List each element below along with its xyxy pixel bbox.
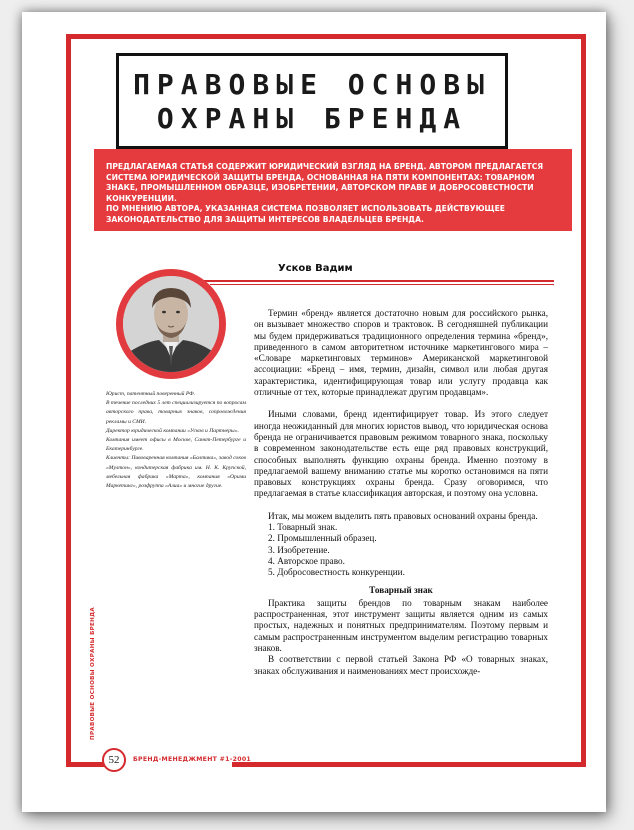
title-line-1: ПРАВОВЫЕ ОСНОВЫ: [133, 68, 491, 101]
footer-issue: БРЕНД-МЕНЕДЖМЕНТ #1-2001: [133, 756, 252, 763]
author-rule: [210, 284, 554, 285]
page-number: 52: [102, 748, 126, 772]
magazine-page: [22, 12, 606, 812]
list-item: 5. Добросовестность конкуренции.: [268, 567, 405, 578]
article-body: [254, 308, 548, 677]
list-item: 1. Товарный знак.: [268, 522, 338, 533]
article-title: [119, 68, 505, 136]
body-paragraph: Итак, мы можем выделить пять правовых оснований охраны бренда.: [268, 510, 538, 521]
red-frame-bottom: [66, 762, 104, 767]
author-name: Усков Вадим: [278, 263, 353, 274]
bio-paragraph: В течение последних 5 лет специализируется по вопросам авторского права, товарных знаков, сопровождения рекламы и СМИ.: [106, 400, 246, 425]
bio-paragraph: Юрист, патентный поверенный РФ.: [106, 391, 195, 397]
bio-paragraph: Директор юридической компании «Усков и Партнеры».: [106, 427, 239, 434]
basis-list: [254, 522, 548, 578]
bio-paragraph: Клиенты: Пивоваренная компания «Балтика», завод соков «Мултон», кондитерская фабрика им. Н. К. Крупской, мебельная фабрика «Марта», компания «Орими Маркетинг», розфруппа «Алиа» и многие другие.: [106, 455, 246, 490]
red-frame-bottom: [232, 762, 581, 767]
body-paragraph: Термин «бренд» является достаточно новым для российского рынка, он вызывает множество споров и трактовок. В сегодняшней публикации мы будем придерживаться традиционного определения термина «бренд», приведенного в самом авторитетном источнике маркетингового мира – «Словаре маркетинговых терминов» Американской маркетинговой ассоциации: «Бренд – имя, термин, дизайн, символ или любая другая характеристика, идентифицирующая товар или услугу продавца как отличные от тех, которые принадлежат другим продавцам».: [254, 308, 548, 398]
lead-paragraph: ПО МНЕНИЮ АВТОРА, УКАЗАННАЯ СИСТЕМА ПОЗВОЛЯЕТ ИСПОЛЬЗОВАТЬ ДЕЙСТВУЮЩЕЕ ЗАКОНОДАТЕЛЬСТВО ДЛЯ ЗАЩИТЫ ИНТЕРЕСОВ ВЛАДЕЛЬЦЕВ БРЕНДА.: [106, 204, 505, 224]
body-paragraph: В соответствии с первой статьей Закона РФ «О товарных знаках, знаках обслуживания и наименованиях мест происхожде-: [254, 654, 548, 676]
author-bio: [106, 390, 246, 491]
list-item: 2. Промышленный образец.: [268, 533, 377, 544]
title-box: [116, 53, 508, 149]
lead-box: [94, 149, 572, 231]
title-line-2: ОХРАНЫ БРЕНДА: [156, 102, 468, 135]
list-item: 4. Авторское право.: [268, 555, 345, 566]
body-paragraph: Практика защиты брендов по товарным знакам наиболее распространенная, этот инструмент защиты является одним из самых простых, надежных и понятных предпринимателям. Поэтому первым и самым распространенным инструментом выделим регистрацию товарных знаков.: [254, 597, 548, 654]
author-rule: [192, 280, 554, 282]
body-paragraph: Иными словами, бренд идентифицирует товар. Из этого следует иногда неожиданный для многих юристов вывод, что юридическая основа бренда не ограничивается правовым режимом товарного знака, поскольку в современном законодательстве есть еще ряд правовых конструкций, способных выполнять функцию охраны бренда. Именно поэтому в предлагаемой вашему вниманию статье мы коротко остановимся на пяти правовых конструкциях охраны бренда. Сразу оговоримся, что предлагаемая в статье классификация авторская, и поэтому она условна.: [254, 409, 548, 499]
list-item: 3. Изобретение.: [268, 544, 330, 555]
side-running-title: ПРАВОВЫЕ ОСНОВЫ ОХРАНЫ БРЕНДА: [90, 606, 96, 740]
section-heading: Товарный знак: [369, 584, 433, 595]
bio-paragraph: Компания имеет офисы в Москве, Санкт-Петербурге и Екатеринбурге.: [106, 437, 246, 453]
lead-paragraph: ПРЕДЛАГАЕМАЯ СТАТЬЯ СОДЕРЖИТ ЮРИДИЧЕСКИЙ ВЗГЛЯД НА БРЕНД. АВТОРОМ ПРЕДЛАГАЕТСЯ СИСТЕМА ЮРИДИЧЕСКОЙ ЗАЩИТЫ БРЕНДА, ОСНОВАННАЯ НА ПЯТИ КОМПОНЕНТАХ: ТОВАРНОМ ЗНАКЕ, ПРОМЫШЛЕННОМ ОБРАЗЦЕ, ИЗОБРЕТЕНИИ, АВТОРСКОМ ПРАВЕ И ДОБРОСОВЕСТНОСТИ КОНКУРЕНЦИИ.: [106, 162, 544, 203]
author-photo: [123, 276, 219, 372]
